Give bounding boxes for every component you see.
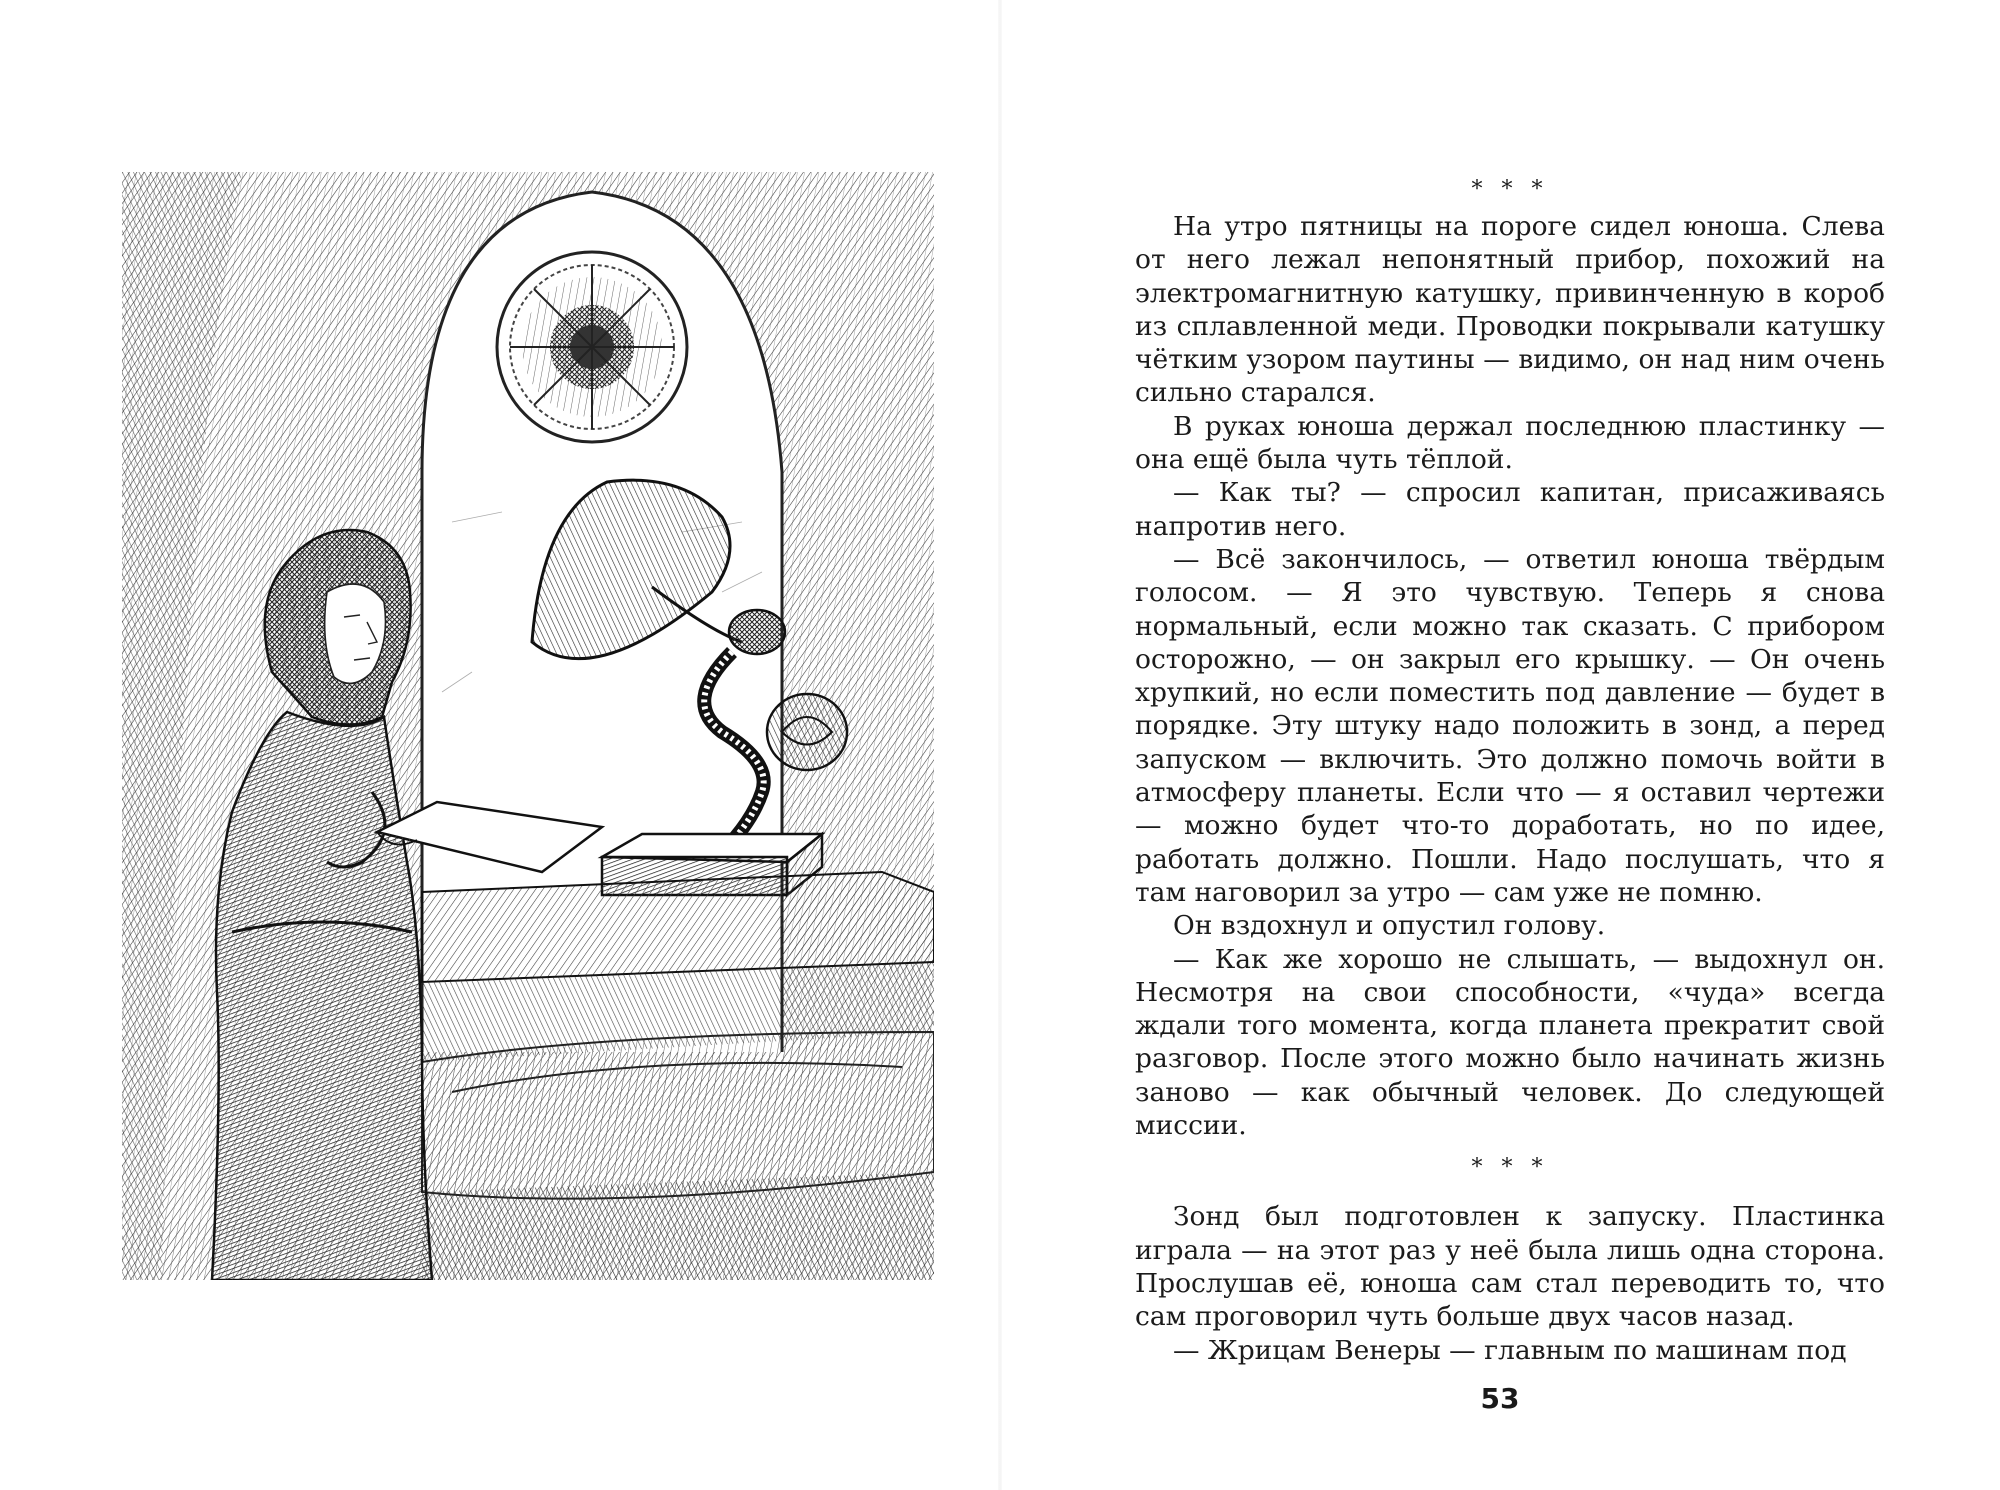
paragraph: — Жрицам Венеры — главным по машинам под	[1173, 1334, 1847, 1366]
paragraph: Зонд был подготовлен к запуску. Пластинка играла — на этот раз у неё была лишь одна сторона. Прослушав её, юноша сам стал переводить то, что сам проговорил чуть больше двух часов назад.	[1135, 1201, 1885, 1333]
page-number: 53	[1480, 1382, 1520, 1415]
text-column	[1135, 170, 1885, 1367]
paragraph: — Как ты? — спросил капитан, присаживаясь напротив него.	[1135, 477, 1885, 542]
paragraph: Он вздохнул и опустил голову.	[1173, 910, 1606, 942]
right-page	[1000, 0, 2000, 1490]
paragraph: В руках юноша держал последнюю пластинку — она ещё была чуть тёплой.	[1135, 410, 1885, 476]
paragraph: — Всё закончилось, — ответил юноша твёрдым голосом. — Я это чувствую. Теперь я снова нормальный, если можно так сказать. С прибором осторожно, — он закрыл его крышку. — Он очень хрупкий, но если поместить под давление — будет в порядке. Эту штуку надо положить в зонд, а перед запуском — включить. Это должно помочь войти в атмосферу планеты. Если что — я оставил чертежи — можно будет что-то доработать, но по идее, работать должно. Пошли. Надо послушать, что я там наговорил за утро — сам уже не помню.	[1135, 543, 1885, 908]
illustration-hooded-figure-gramophone	[122, 172, 934, 1280]
section-separator: * * *	[1471, 177, 1549, 202]
section-separator: * * *	[1471, 1155, 1549, 1181]
paragraph: — Как же хорошо не слышать, — выдохнул он. Несмотря на свои способности, «чуда» всегда ждали того момента, когда планета прекратит свой разговор. После этого можно было начинать жизнь заново — как обычный человек. До следующей миссии.	[1135, 943, 1885, 1142]
paragraph: На утро пятницы на пороге сидел юноша. Слева от него лежал непонятный прибор, похожий на электромагнитную катушку, привинченную в короб из сплавленной меди. Проводки покрывали катушку чётким узором паутины — видимо, он над ним очень сильно старался.	[1135, 211, 1885, 409]
